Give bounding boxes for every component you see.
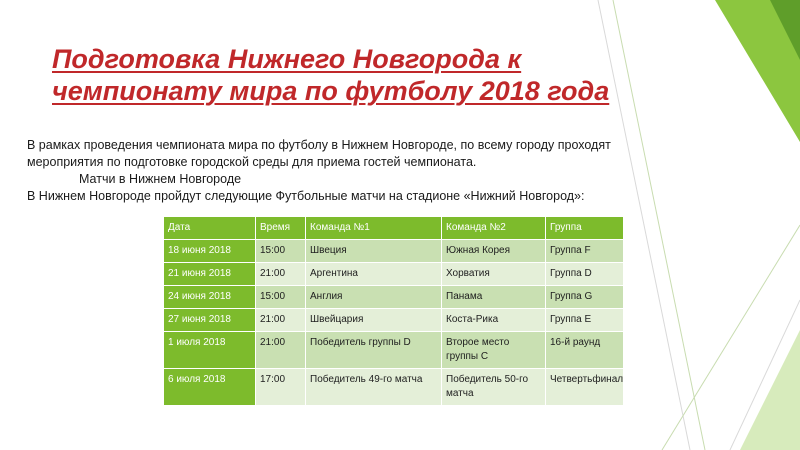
table-row — [164, 263, 624, 286]
cell-date: 21 июня 2018 — [164, 263, 256, 286]
cell-team2: Победитель 50-го матча — [442, 369, 546, 406]
table-row — [164, 332, 624, 369]
cell-group: Группа G — [546, 286, 624, 309]
cell-team1: Победитель 49-го матча — [306, 369, 442, 406]
matches-table — [163, 216, 624, 406]
cell-date: 6 июля 2018 — [164, 369, 256, 406]
cell-team2: Южная Корея — [442, 240, 546, 263]
title-line-2: чемпионату мира по футболу 2018 года — [52, 76, 610, 106]
header-team1: Команда №1 — [306, 217, 442, 240]
cell-team1: Англия — [306, 286, 442, 309]
cell-date: 18 июня 2018 — [164, 240, 256, 263]
cell-group: 16-й раунд — [546, 332, 624, 369]
cell-date: 24 июня 2018 — [164, 286, 256, 309]
cell-time: 21:00 — [256, 263, 306, 286]
matches-paragraph: В Нижнем Новгороде пройдут следующие Футбольные матчи на стадионе «Нижний Новгород»: — [27, 189, 585, 203]
table-row — [164, 369, 624, 406]
table-row — [164, 286, 624, 309]
cell-team2: Коста-Рика — [442, 309, 546, 332]
cell-group: Группа D — [546, 263, 624, 286]
bottom-right-triangle — [740, 330, 800, 450]
cell-team1: Швейцария — [306, 309, 442, 332]
intro-paragraph: В рамках проведения чемпионата мира по футболу в Нижнем Новгороде, по всему городу проходят мероприятия по подготовке городской среды для приема гостей чемпионата. — [27, 138, 611, 169]
matches-subheading: Матчи в Нижнем Новгороде — [79, 172, 242, 186]
cell-group: Группа E — [546, 309, 624, 332]
cell-time: 17:00 — [256, 369, 306, 406]
header-group: Группа — [546, 217, 624, 240]
cell-time: 21:00 — [256, 309, 306, 332]
cell-date: 1 июля 2018 — [164, 332, 256, 369]
slide-body — [27, 137, 647, 205]
cell-time: 21:00 — [256, 332, 306, 369]
slide-title — [52, 43, 672, 107]
header-time: Время — [256, 217, 306, 240]
header-team2: Команда №2 — [442, 217, 546, 240]
cell-team2: Панама — [442, 286, 546, 309]
cell-time: 15:00 — [256, 240, 306, 263]
cell-date: 27 июня 2018 — [164, 309, 256, 332]
table-row — [164, 309, 624, 332]
header-date: Дата — [164, 217, 256, 240]
cell-team1: Аргентина — [306, 263, 442, 286]
cell-team2: Второе место группы C — [442, 332, 546, 369]
cell-group: Четвертьфинал — [546, 369, 624, 406]
title-line-1: Подготовка Нижнего Новгорода к — [52, 44, 522, 74]
cell-team1: Победитель группы D — [306, 332, 442, 369]
cell-team2: Хорватия — [442, 263, 546, 286]
table-row — [164, 240, 624, 263]
table-header-row — [164, 217, 624, 240]
cell-group: Группа F — [546, 240, 624, 263]
cell-time: 15:00 — [256, 286, 306, 309]
cell-team1: Швеция — [306, 240, 442, 263]
